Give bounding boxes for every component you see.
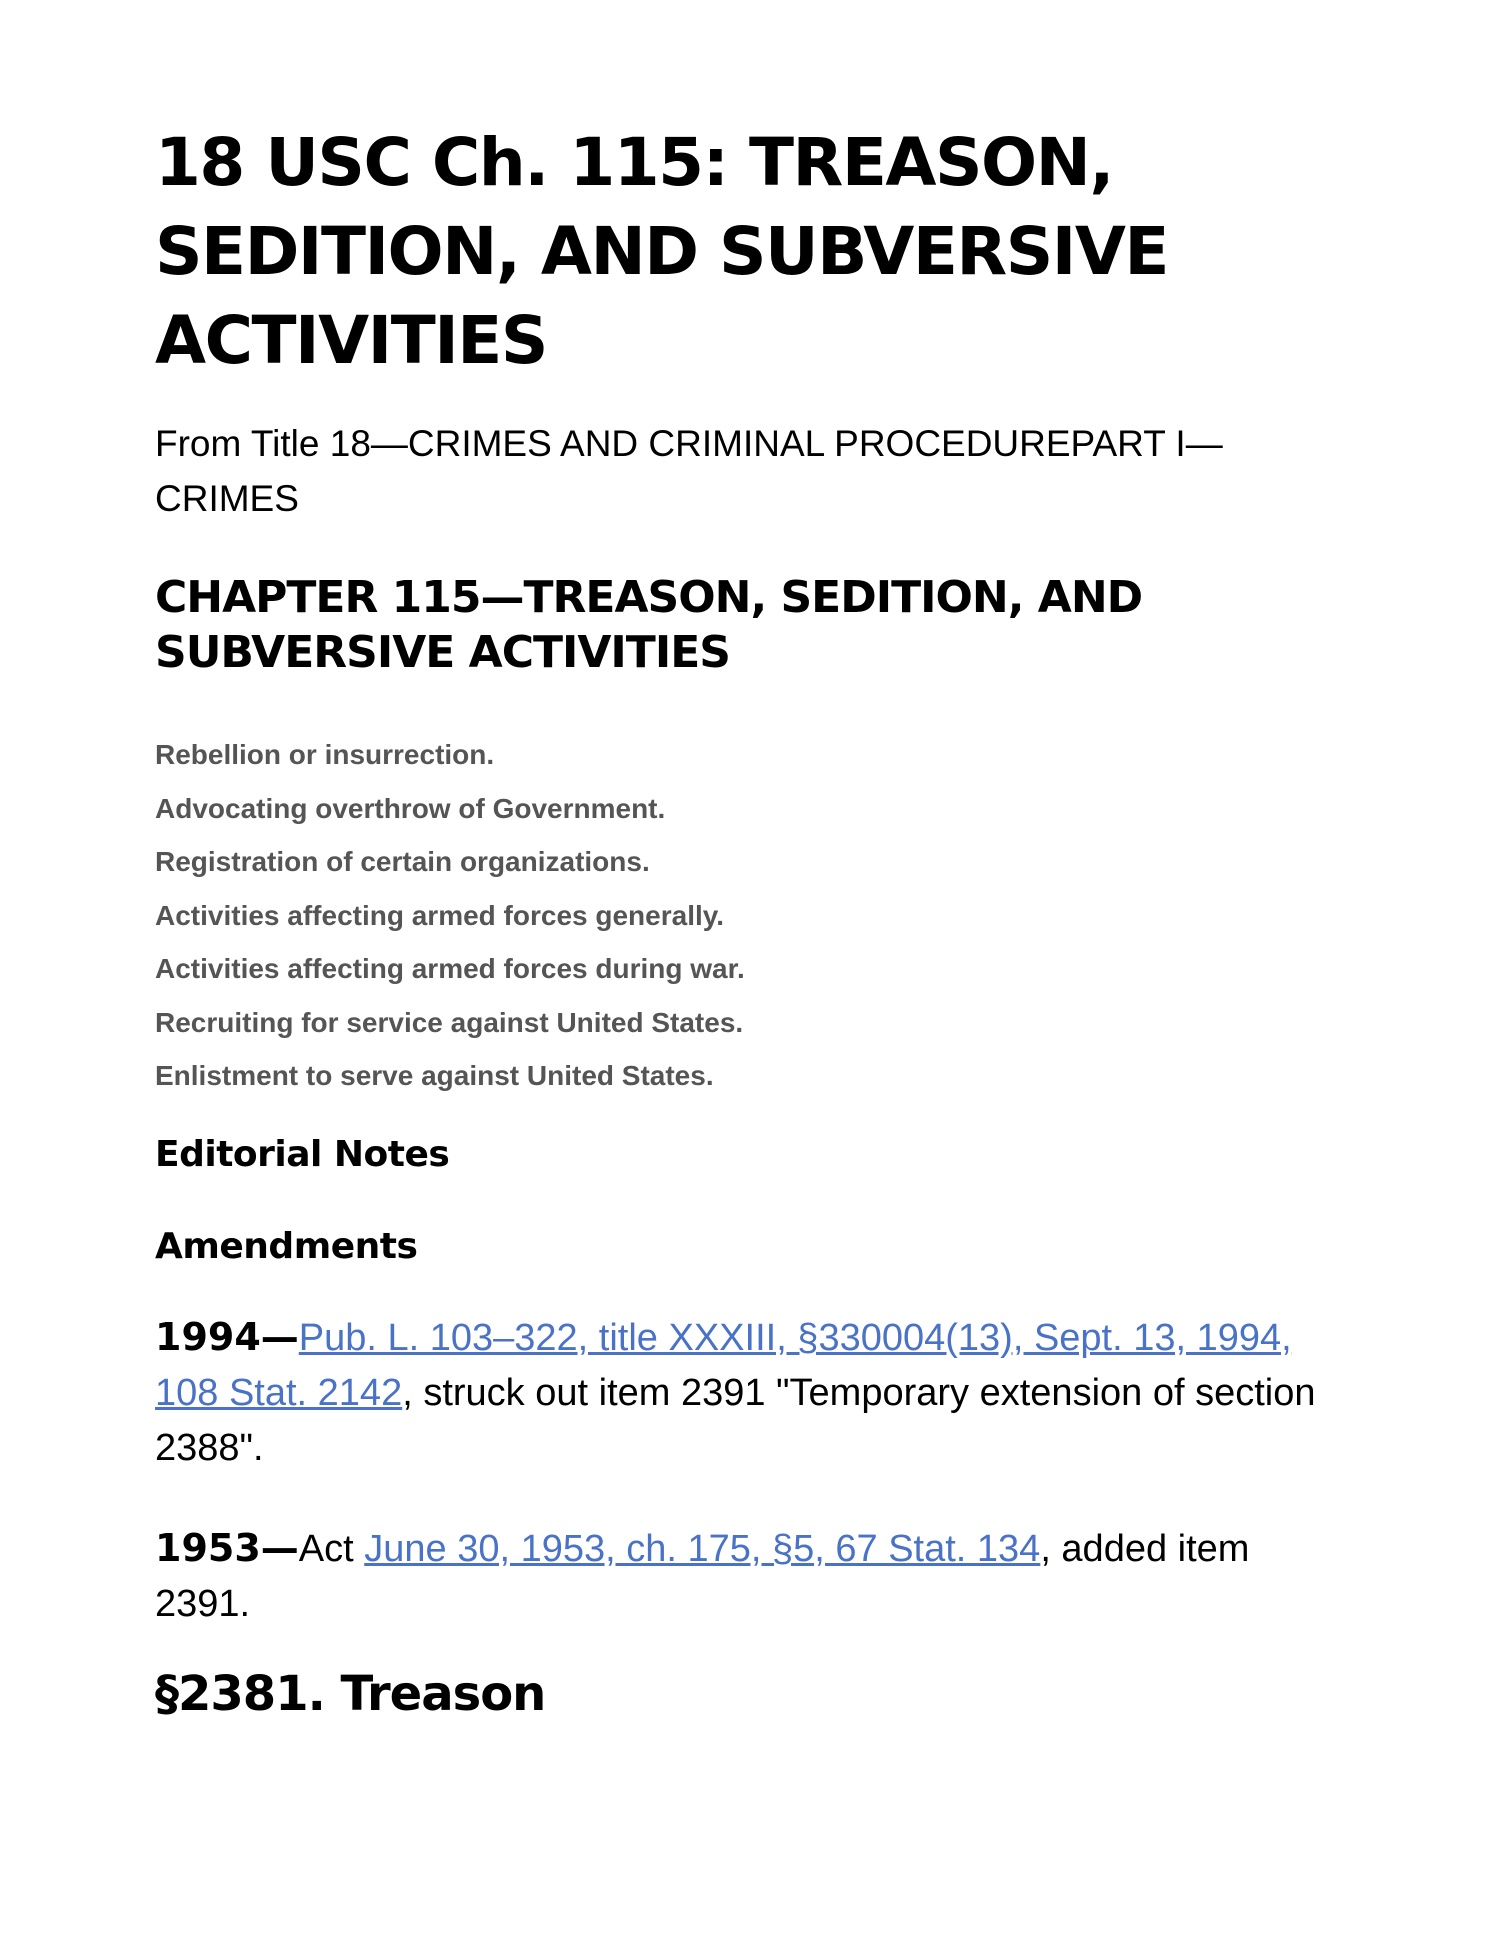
section-list-item: Activities affecting armed forces generally. [155,899,725,931]
amendment-year: 1994 [155,1315,261,1359]
act-citation-link[interactable]: June 30, 1953, ch. 175, §5, 67 Stat. 134 [364,1528,1041,1570]
public-law-link[interactable]: Pub. L. 103–322, title XXXIII, §330004(13), Sept. 13, 1994, 108 Stat. 2142 [155,1317,1292,1414]
page-title: 18 USC Ch. 115: TREASON, SEDITION, AND SUBVERSIVE ACTIVITIES [155,124,1169,379]
section-list-item: Rebellion or insurrection. [155,739,495,770]
amendment-dash: — [260,1526,299,1570]
source-subtitle: From Title 18—CRIMES AND CRIMINAL PROCEDUREPART I—CRIMES [155,423,1223,519]
amendment-prefix: Act [298,1528,365,1570]
section-list [155,728,745,1103]
amendment-dash: — [260,1315,299,1359]
chapter-heading: CHAPTER 115—TREASON, SEDITION, AND SUBVERSIVE ACTIVITIES [155,572,1143,678]
amendment-1994 [155,1310,1330,1476]
amendment-year: 1953 [155,1526,261,1570]
section-list-item: Enlistment to serve against United States. [155,1060,714,1091]
amendment-1953 [155,1521,1330,1632]
section-list-item: Registration of certain organizations. [155,846,650,877]
section-list-item: Recruiting for service against United States. [155,1006,744,1038]
section-heading: §2381. Treason [155,1666,546,1722]
editorial-notes-heading: Editorial Notes [155,1134,450,1175]
section-list-item: Activities affecting armed forces during war. [155,953,745,984]
amendment-text: , struck out item 2391 "Temporary extension of section 2388". [155,1372,1316,1469]
amendments-heading: Amendments [155,1226,418,1267]
section-list-item: Advocating overthrow of Government. [155,792,666,824]
amendment-text: , added item 2391. [155,1528,1250,1625]
